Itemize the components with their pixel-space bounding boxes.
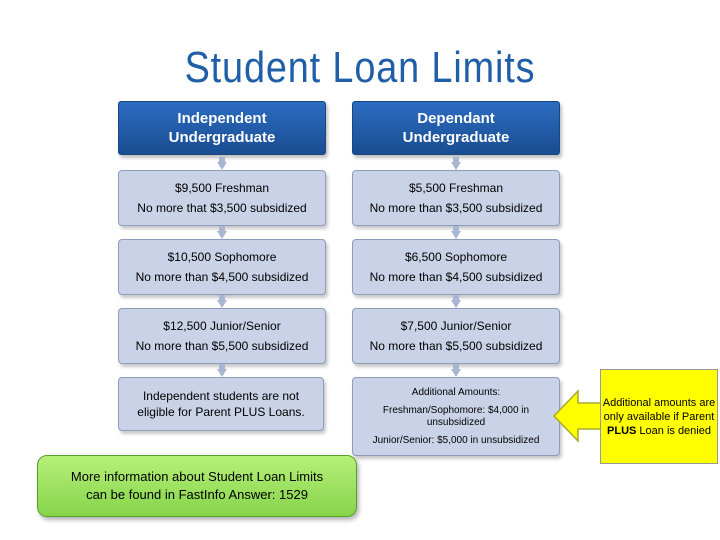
dependent-freshman-box: $5,500 Freshman No more than $3,500 subsidized xyxy=(352,170,560,226)
flow-arrow xyxy=(451,369,461,377)
dependent-junior-senior-box: $7,500 Junior/Senior No more than $5,500 subsidized xyxy=(352,308,560,364)
flow-arrow xyxy=(451,231,461,239)
dependent-header: Dependant Undergraduate xyxy=(352,101,560,155)
flow-arrow xyxy=(217,162,227,170)
independent-header: Independent Undergraduate xyxy=(118,101,326,155)
independent-sophomore-box: $10,500 Sophomore No more than $4,500 subsidized xyxy=(118,239,326,295)
independent-freshman-box: $9,500 Freshman No more that $3,500 subsidized xyxy=(118,170,326,226)
independent-junior-senior-box: $12,500 Junior/Senior No more than $5,500 subsidized xyxy=(118,308,326,364)
dependent-sophomore-box: $6,500 Sophomore No more than $4,500 subsidized xyxy=(352,239,560,295)
flow-arrow xyxy=(451,162,461,170)
callout-arrow-icon xyxy=(552,388,604,444)
plus-loan-note: Additional amounts are only available if Parent PLUS Loan is denied xyxy=(600,369,718,464)
flow-arrow xyxy=(217,369,227,377)
flow-arrow xyxy=(217,300,227,308)
fastinfo-box: More information about Student Loan Limits can be found in FastInfo Answer: 1529 xyxy=(37,455,357,517)
flow-arrow xyxy=(451,300,461,308)
independent-plus-note-box: Independent students are not eligible for Parent PLUS Loans. xyxy=(118,377,324,431)
page-title: Student Loan Limits xyxy=(184,43,536,92)
flow-arrow xyxy=(217,231,227,239)
dependent-additional-box: Additional Amounts: Freshman/Sophomore: $4,000 in unsubsidized Junior/Senior: $5,000 in unsubsidized xyxy=(352,377,560,456)
